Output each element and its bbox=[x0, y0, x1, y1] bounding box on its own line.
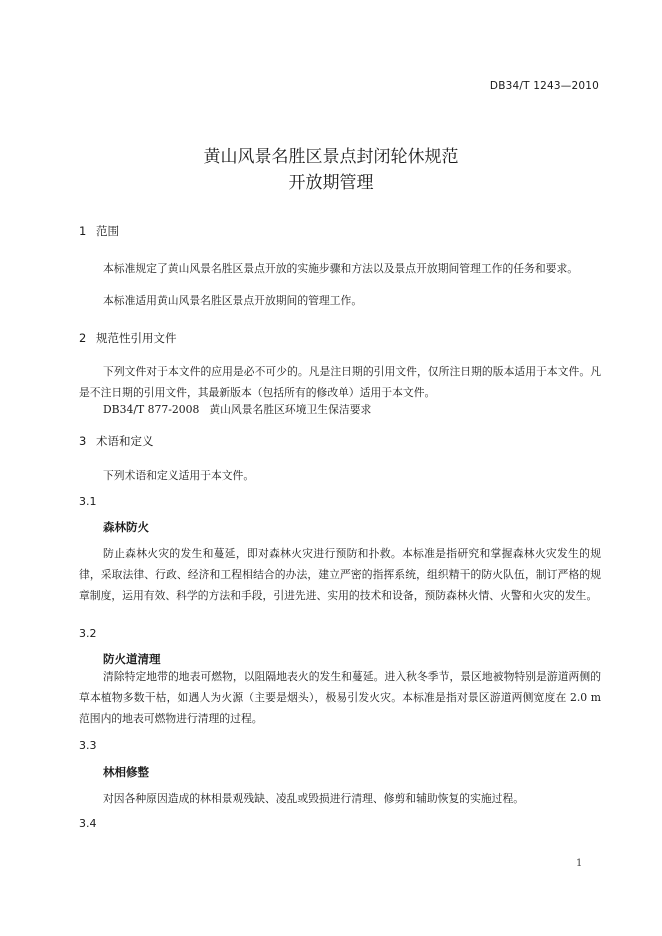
paragraph: 本标准适用黄山风景名胜区景点开放期间的管理工作。 bbox=[103, 294, 363, 307]
term-number: 3.3 bbox=[79, 739, 97, 752]
section-title: 范围 bbox=[96, 224, 119, 238]
term-name: 森林防火 bbox=[103, 520, 149, 534]
section-number: 2 bbox=[79, 331, 87, 345]
reference-code: DB34/T 877-2008 bbox=[103, 403, 200, 416]
page-number: 1 bbox=[576, 858, 583, 869]
document-title: 黄山风景名胜区景点封闭轮休规范 bbox=[203, 147, 459, 167]
reference-entry bbox=[103, 402, 371, 418]
section-heading-terms bbox=[79, 433, 154, 449]
section-number: 3 bbox=[79, 434, 87, 448]
term-definition: 清除特定地带的地表可燃物，以阻隔地表火的发生和蔓延。进入秋冬季节，景区地被物特别是游道两侧的草本植物多数干枯，如遇人为火源（主要是烟头），极易引发火灾。本标准是指对景区游道两侧宽度在 2.0 m 范围内的地表可燃物进行清理的过程。 bbox=[79, 670, 601, 725]
term-number: 3.1 bbox=[79, 495, 97, 508]
section-heading-normative-references bbox=[79, 330, 177, 346]
term-name: 防火道清理 bbox=[103, 652, 161, 666]
paragraph: 下列术语和定义适用于本文件。 bbox=[103, 469, 255, 482]
term-name: 林相修整 bbox=[103, 765, 149, 779]
section-title: 术语和定义 bbox=[96, 434, 154, 448]
paragraph: 下列文件对于本文件的应用是必不可少的。凡是注日期的引用文件，仅所注日期的版本适用于本文件。凡是不注日期的引用文件，其最新版本（包括所有的修改单）适用于本文件。 bbox=[79, 365, 601, 399]
paragraph: 本标准规定了黄山风景名胜区景点开放的实施步骤和方法以及景点开放期间管理工作的任务和要求。 bbox=[103, 262, 579, 275]
standard-code: DB34/T 1243—2010 bbox=[489, 80, 599, 92]
term-number: 3.2 bbox=[79, 627, 97, 640]
section-heading-scope bbox=[79, 223, 119, 239]
section-number: 1 bbox=[79, 224, 87, 238]
term-definition: 对因各种原因造成的林相景观残缺、凌乱或毁损进行清理、修剪和辅助恢复的实施过程。 bbox=[103, 792, 525, 805]
term-number: 3.4 bbox=[79, 817, 97, 830]
section-title: 规范性引用文件 bbox=[96, 331, 177, 345]
document-subtitle: 开放期管理 bbox=[288, 173, 374, 193]
term-definition: 防止森林火灾的发生和蔓延，即对森林火灾进行预防和扑救。本标准是指研究和掌握森林火灾发生的规律，采取法律、行政、经济和工程相结合的办法，建立严密的指挥系统，组织精干的防火队伍，制订严格的规章制度，运用有效、科学的方法和手段，引进先进、实用的技术和设备，预防森林火情、火警和火灾的发生。 bbox=[79, 547, 601, 602]
reference-title: 黄山风景名胜区环境卫生保洁要求 bbox=[209, 403, 372, 416]
